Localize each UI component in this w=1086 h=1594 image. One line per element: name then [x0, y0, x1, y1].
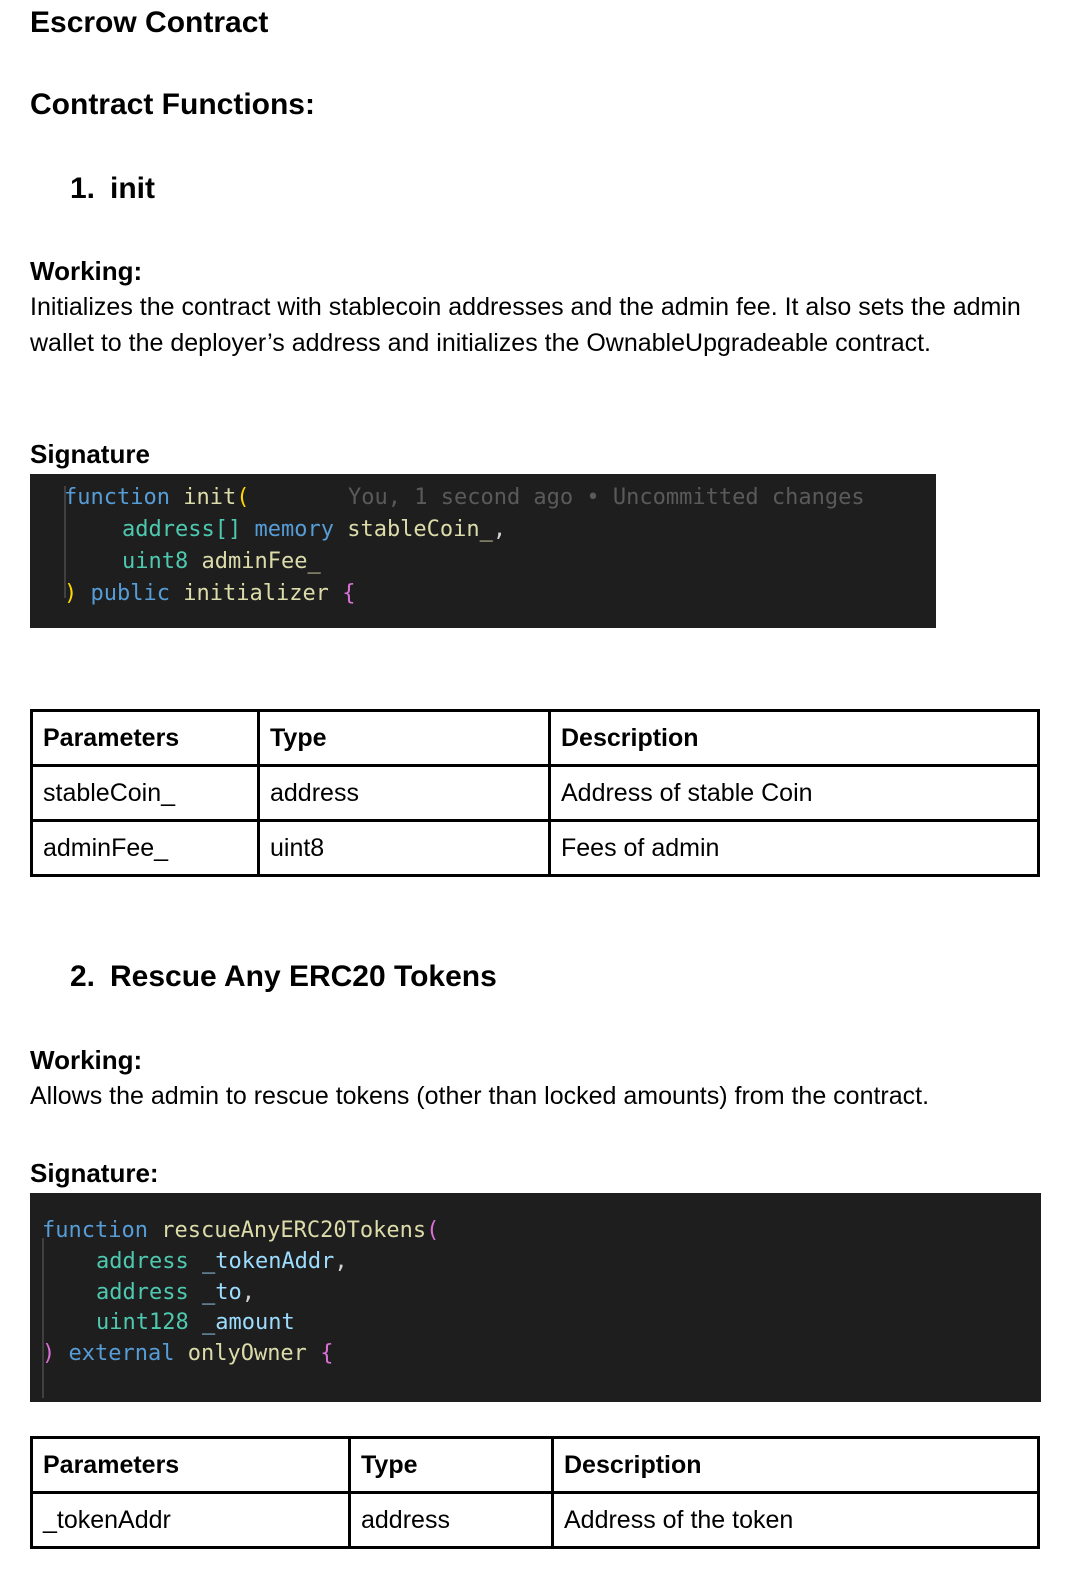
header-parameters: Parameters	[32, 1438, 350, 1493]
function-name: Rescue Any ERC20 Tokens	[110, 960, 497, 993]
params-table-rescue	[30, 1436, 1040, 1549]
params-table-init	[30, 709, 1040, 877]
function-number: 1.	[70, 172, 96, 205]
table-header-row	[32, 1438, 1039, 1493]
param-name: adminFee_	[32, 821, 259, 876]
header-description: Description	[553, 1438, 1039, 1493]
code-block-init	[30, 474, 936, 628]
table-row	[32, 766, 1039, 821]
working-label: Working:	[30, 256, 143, 286]
param-type: address	[350, 1493, 553, 1548]
param-description: Address of stable Coin	[550, 766, 1039, 821]
code-line-4: uint128 _amount	[96, 1310, 295, 1335]
code-line-1: function rescueAnyERC20Tokens(	[42, 1218, 440, 1243]
header-description: Description	[550, 711, 1039, 766]
code-line-4: ) public initializer {	[64, 581, 356, 606]
param-name: _tokenAddr	[32, 1493, 350, 1548]
working-label: Working:	[30, 1045, 143, 1075]
header-type: Type	[350, 1438, 553, 1493]
table-row	[32, 821, 1039, 876]
header-parameters: Parameters	[32, 711, 259, 766]
param-description: Address of the token	[553, 1493, 1039, 1548]
table-row	[32, 1493, 1039, 1548]
table-header-row	[32, 711, 1039, 766]
code-line-3: uint8 adminFee_	[122, 549, 321, 574]
param-description: Fees of admin	[550, 821, 1039, 876]
function-heading-rescue	[70, 960, 497, 994]
code-line-1: function init(	[64, 485, 250, 510]
header-type: Type	[259, 711, 550, 766]
working-text: Allows the admin to rescue tokens (other than locked amounts) from the contract.	[30, 1082, 930, 1110]
indent-guide	[42, 1238, 44, 1398]
code-line-5: ) external onlyOwner {	[42, 1341, 334, 1366]
git-blame-annotation: You, 1 second ago • Uncommitted changes	[348, 485, 865, 510]
section-heading: Contract Functions:	[30, 88, 315, 121]
signature-label: Signature	[30, 439, 150, 469]
param-type: address	[259, 766, 550, 821]
code-line-3: address _to,	[96, 1280, 255, 1305]
param-type: uint8	[259, 821, 550, 876]
document-title: Escrow Contract	[30, 6, 269, 39]
code-block-rescue	[30, 1193, 1041, 1402]
working-text: Initializes the contract with stablecoin addresses and the admin fee. It also sets the admin wallet to the deployer’s address and initializes the OwnableUpgradeable contract.	[30, 293, 1021, 357]
signature-label: Signature:	[30, 1158, 159, 1188]
code-line-2: address _tokenAddr,	[96, 1249, 348, 1274]
code-line-2: address[] memory stableCoin_,	[122, 517, 507, 542]
function-name: init	[110, 172, 155, 205]
function-number: 2.	[70, 960, 96, 993]
param-name: stableCoin_	[32, 766, 259, 821]
function-heading-init	[70, 172, 155, 206]
